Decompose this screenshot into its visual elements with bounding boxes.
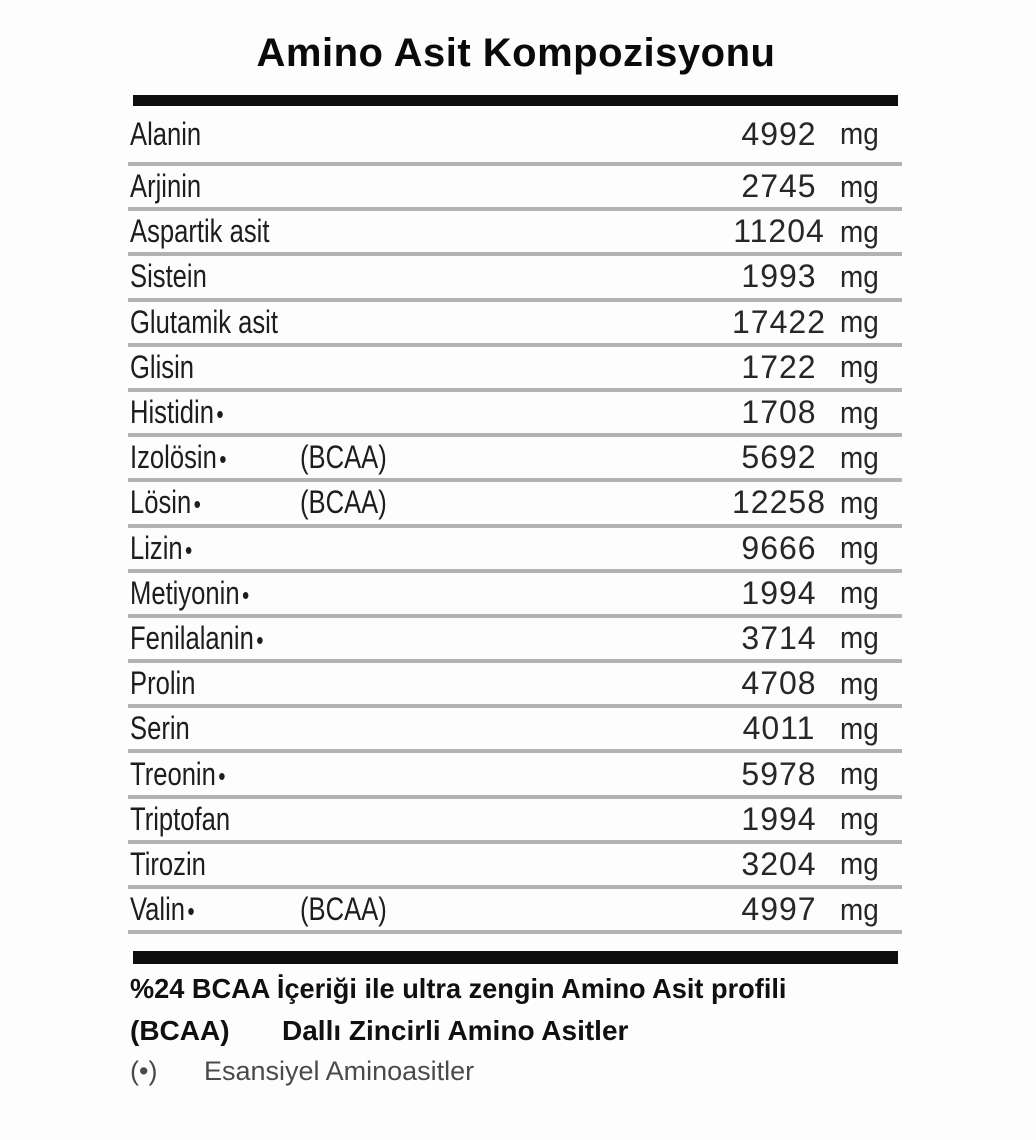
essential-marker — [195, 670, 197, 700]
amino-acid-name: Prolin — [130, 663, 215, 704]
amino-acid-name: Treonin• — [130, 755, 226, 792]
essential-marker: • — [193, 489, 201, 520]
table-row — [128, 528, 902, 573]
amino-acid-value: 4011 — [742, 710, 816, 747]
amino-acid-value: 1994 — [741, 574, 817, 611]
table-row — [128, 618, 902, 663]
footnote-bcaa-definition — [130, 1013, 628, 1049]
amino-acid-value: 4997 — [741, 891, 817, 928]
essential-marker: • — [216, 399, 224, 430]
footnote-bcaa-label: (BCAA) — [130, 1015, 230, 1046]
unit-label: mg — [840, 530, 879, 566]
bcaa-tag: (BCAA) — [300, 891, 387, 928]
amino-acid-name: Triptofan — [130, 799, 258, 840]
table-row — [128, 211, 902, 256]
footnote-essential-definition — [130, 1053, 474, 1089]
amino-acid-value: 1994 — [741, 800, 817, 837]
amino-acid-name: Metiyonin• — [130, 574, 250, 611]
amino-acid-value: 4708 — [741, 665, 817, 702]
footnote-essential-text: Esansiyel Aminoasitler — [204, 1056, 475, 1086]
amino-acid-name: Arjinin — [130, 166, 222, 207]
amino-acid-name: Tirozin — [130, 844, 228, 885]
amino-acid-value: 5978 — [741, 755, 817, 792]
table-row — [128, 166, 902, 211]
essential-marker — [194, 354, 196, 384]
amino-acid-name: Glutamik asit — [130, 302, 318, 343]
essential-marker: • — [187, 896, 195, 927]
amino-acid-value: 3204 — [741, 845, 817, 882]
table-row — [128, 663, 902, 708]
unit-label: mg — [840, 620, 879, 656]
essential-marker — [278, 309, 280, 339]
table-row — [128, 347, 902, 392]
amino-acid-name: Sistein — [130, 256, 229, 297]
table-row — [128, 256, 902, 301]
unit-label: mg — [840, 756, 879, 792]
amino-acid-value: 9666 — [741, 529, 817, 566]
table-row — [128, 437, 902, 482]
amino-acid-value: 3714 — [741, 619, 817, 656]
table-row — [128, 799, 902, 844]
top-rule — [133, 95, 898, 106]
amino-acid-name: Lizin• — [130, 529, 193, 566]
unit-label: mg — [840, 168, 879, 204]
unit-label: mg — [840, 484, 879, 520]
table-row — [128, 753, 902, 798]
amino-acid-value: 11204 — [733, 213, 825, 250]
amino-acid-table — [128, 106, 902, 934]
unit-label: mg — [840, 304, 879, 340]
essential-marker — [207, 263, 209, 293]
amino-acid-value: 12258 — [732, 484, 826, 521]
essential-marker: • — [256, 624, 264, 655]
essential-marker: • — [241, 579, 250, 610]
essential-marker — [269, 218, 271, 248]
bcaa-tag: (BCAA) — [300, 484, 387, 521]
unit-label: mg — [840, 258, 879, 294]
amino-acid-name: Aspartik asit — [130, 211, 307, 252]
essential-marker — [201, 173, 203, 203]
footnote-essential-label: (•) — [130, 1056, 158, 1086]
unit-label: mg — [840, 846, 879, 882]
amino-acid-value: 1993 — [741, 258, 817, 295]
table-row — [128, 844, 902, 889]
unit-label: mg — [840, 801, 879, 837]
amino-acid-name: Izolösin• — [130, 439, 227, 476]
amino-acid-name: Glisin — [130, 347, 213, 388]
amino-acid-value: 17422 — [732, 303, 826, 340]
amino-acid-name: Serin — [130, 708, 208, 749]
amino-acid-name: Lösin• — [130, 484, 201, 521]
table-row — [128, 889, 902, 934]
table-row — [128, 482, 902, 527]
table-row — [128, 302, 902, 347]
amino-acid-value: 2745 — [741, 168, 817, 205]
unit-label: mg — [840, 891, 879, 927]
unit-label: mg — [840, 213, 879, 249]
essential-marker: • — [185, 534, 193, 565]
essential-marker — [201, 121, 203, 151]
table-row — [128, 708, 902, 753]
unit-label: mg — [840, 575, 879, 611]
table-row — [128, 392, 902, 437]
amino-acid-name: Fenilalanin• — [130, 619, 264, 656]
table-row — [128, 106, 902, 166]
page-title: Amino Asit Kompozisyonu — [256, 31, 776, 75]
amino-acid-value: 5692 — [741, 439, 817, 476]
unit-label: mg — [840, 710, 879, 746]
unit-label: mg — [840, 116, 879, 151]
amino-acid-value: 4992 — [741, 115, 817, 152]
essential-marker — [206, 851, 208, 881]
table-row — [128, 573, 902, 618]
bcaa-tag: (BCAA) — [300, 439, 387, 476]
bottom-rule — [133, 951, 898, 964]
unit-label: mg — [840, 349, 879, 385]
amino-acid-value: 1722 — [741, 348, 817, 385]
amino-acid-value: 1708 — [741, 394, 817, 431]
essential-marker: • — [219, 444, 227, 475]
essential-marker — [230, 806, 232, 836]
essential-marker: • — [218, 760, 226, 791]
unit-label: mg — [840, 439, 879, 475]
unit-label: mg — [840, 665, 879, 701]
amino-acid-name: Valin• — [130, 891, 195, 928]
essential-marker — [190, 715, 192, 745]
amino-acid-name: Histidin• — [130, 394, 224, 431]
unit-label: mg — [840, 394, 879, 430]
footnote-bcaa-profile: %24 BCAA İçeriği ile ultra zengin Amino Asit profili — [130, 973, 787, 1004]
footnote-bcaa-text: Dallı Zincirli Amino Asitler — [282, 1015, 629, 1046]
amino-acid-name: Alanin — [130, 106, 222, 162]
